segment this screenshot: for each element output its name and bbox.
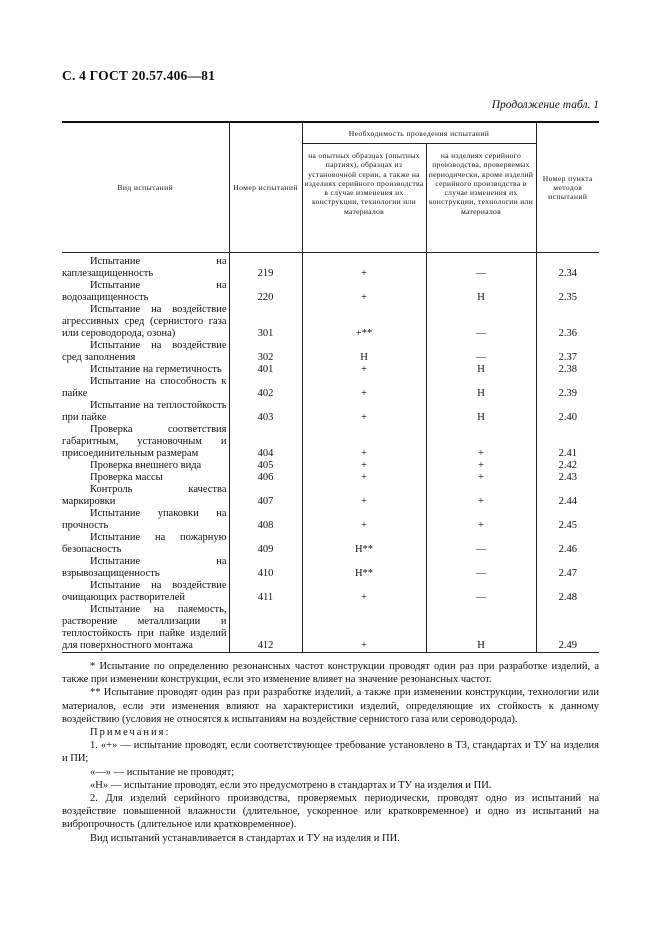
note-1-plus: 1. «+» — испытание проводят, если соответствующее требование установлено в ТЗ, стандартах и ТУ на изделия и ПИ;: [62, 740, 599, 765]
table-row: [62, 508, 599, 532]
test-type-text: Испытание на водозащищенность: [62, 280, 227, 303]
cell-prototype-mark: +: [302, 460, 426, 472]
test-type-text: Испытание упаковки на прочность: [62, 508, 227, 531]
cell-test-type: [62, 556, 229, 580]
table-row: [62, 280, 599, 304]
cell-prototype-mark: +: [302, 400, 426, 424]
cell-method-clause: 2.38: [536, 364, 599, 376]
notes-section: [62, 660, 599, 845]
test-type-text: Проверка внешнего вида: [90, 460, 202, 471]
cell-prototype-mark: +: [302, 508, 426, 532]
cell-test-number: 410: [229, 556, 302, 580]
cell-test-type: [62, 280, 229, 304]
cell-serial-mark: +: [426, 508, 536, 532]
cell-test-number: 401: [229, 364, 302, 376]
cell-serial-mark: Н: [426, 280, 536, 304]
test-type-text: Испытание на взрывозащищенность: [62, 556, 227, 579]
cell-serial-mark: +: [426, 460, 536, 472]
cell-prototype-mark: Н**: [302, 532, 426, 556]
col-header-prototypes: на опытных образцах (опытных партиях), образцах из установочной серии, а также на изделиях серийного производства в случае изменения их конструкции, технологии или материалов: [302, 144, 426, 253]
cell-method-clause: 2.39: [536, 376, 599, 400]
cell-test-number: 405: [229, 460, 302, 472]
tests-table-head: [62, 122, 599, 253]
table-row: [62, 340, 599, 364]
cell-test-type: [62, 376, 229, 400]
cell-test-type: [62, 364, 229, 376]
cell-method-clause: 2.43: [536, 472, 599, 484]
test-type-text: Испытание на воздействие агрессивных сред (сернистого газа или сероводорода, озона): [62, 304, 227, 339]
cell-serial-mark: Н: [426, 376, 536, 400]
table-row: [62, 424, 599, 460]
col-header-method-clause: Номер пункта методов испытаний: [536, 122, 599, 253]
note-2: 2. Для изделий серийного производства, проверяемых периодически, проводят одно из испытаний на воздействие повышенной влажности (длительное, ускоренное или кратковременное) и одно из испытаний на вибропрочность (длительное или кратковременное).: [62, 793, 599, 831]
cell-test-number: 219: [229, 253, 302, 281]
cell-test-number: 409: [229, 532, 302, 556]
cell-test-number: 411: [229, 580, 302, 604]
cell-serial-mark: Н: [426, 364, 536, 376]
cell-serial-mark: Н: [426, 400, 536, 424]
cell-prototype-mark: +**: [302, 304, 426, 340]
test-type-text: Испытание на паяемость, растворение металлизации и теплостойкость при пайке изделий для поверхностного монтажа: [62, 604, 227, 651]
cell-serial-mark: —: [426, 304, 536, 340]
table-row: [62, 472, 599, 484]
cell-method-clause: 2.48: [536, 580, 599, 604]
cell-test-number: 412: [229, 604, 302, 653]
table-row: [62, 253, 599, 281]
cell-test-number: 406: [229, 472, 302, 484]
cell-test-type: [62, 340, 229, 364]
col-header-serial: на изделиях серийного производства, проверяемых периодически, кроме изделий серийного производства в случае изменения их конструкции, технологии или материалов: [426, 144, 536, 253]
cell-prototype-mark: +: [302, 253, 426, 281]
test-type-text: Испытание на способность к пайке: [62, 376, 227, 399]
tests-table: [62, 121, 599, 653]
cell-test-number: 402: [229, 376, 302, 400]
table-row: [62, 484, 599, 508]
cell-test-number: 220: [229, 280, 302, 304]
cell-test-type: [62, 424, 229, 460]
cell-serial-mark: +: [426, 484, 536, 508]
cell-method-clause: 2.45: [536, 508, 599, 532]
cell-method-clause: 2.49: [536, 604, 599, 653]
cell-prototype-mark: +: [302, 580, 426, 604]
table-row: [62, 376, 599, 400]
col-header-test-number: Номер испытаний: [229, 122, 302, 253]
cell-test-number: 403: [229, 400, 302, 424]
cell-method-clause: 2.46: [536, 532, 599, 556]
cell-prototype-mark: +: [302, 472, 426, 484]
test-type-text: Контроль качества маркировки: [62, 484, 227, 507]
table-row: [62, 580, 599, 604]
cell-test-type: [62, 460, 229, 472]
cell-method-clause: 2.42: [536, 460, 599, 472]
test-type-text: Проверка массы: [90, 472, 163, 483]
cell-test-number: 404: [229, 424, 302, 460]
page-header-title: С. 4 ГОСТ 20.57.406—81: [62, 68, 216, 83]
test-type-text: Испытание на воздействие очищающих растворителей: [62, 580, 227, 603]
note-3: Вид испытаний устанавливается в стандартах и ТУ на изделия и ПИ.: [90, 832, 400, 844]
table-row: [62, 364, 599, 376]
table-row: [62, 460, 599, 472]
cell-method-clause: 2.41: [536, 424, 599, 460]
note-1-n: «Н» — испытание проводят, если это предусмотрено в стандартах и ТУ на изделия и ПИ.: [90, 779, 492, 791]
col-header-necessity: Необходимость проведения испытаний: [302, 122, 536, 144]
cell-prototype-mark: +: [302, 376, 426, 400]
cell-test-type: [62, 484, 229, 508]
cell-method-clause: 2.35: [536, 280, 599, 304]
cell-serial-mark: —: [426, 580, 536, 604]
test-type-text: Испытание на герметичность: [90, 364, 222, 375]
cell-method-clause: 2.47: [536, 556, 599, 580]
cell-test-type: [62, 532, 229, 556]
cell-test-number: 408: [229, 508, 302, 532]
cell-serial-mark: —: [426, 340, 536, 364]
footnote-single-asterisk: * Испытание по определению резонансных частот конструкции проводят один раз при разработке изделий, а также при изменении конструкции, если это изменение влияет на значение резонансных частот.: [62, 661, 599, 686]
cell-test-type: [62, 472, 229, 484]
cell-serial-mark: —: [426, 253, 536, 281]
cell-prototype-mark: Н: [302, 340, 426, 364]
cell-method-clause: 2.44: [536, 484, 599, 508]
cell-test-type: [62, 604, 229, 653]
cell-prototype-mark: Н**: [302, 556, 426, 580]
test-type-text: Испытание на пожарную безопасность: [62, 532, 227, 555]
cell-prototype-mark: +: [302, 280, 426, 304]
cell-serial-mark: +: [426, 472, 536, 484]
cell-test-number: 302: [229, 340, 302, 364]
test-type-text: Проверка соответствия габаритным, установочным и присоединительным размерам: [62, 424, 227, 459]
table-row: [62, 604, 599, 653]
cell-method-clause: 2.37: [536, 340, 599, 364]
cell-test-type: [62, 400, 229, 424]
cell-serial-mark: —: [426, 532, 536, 556]
cell-test-type: [62, 253, 229, 281]
test-type-text: Испытание на теплостойкость при пайке: [62, 400, 227, 423]
cell-test-number: 301: [229, 304, 302, 340]
tests-table-body: [62, 253, 599, 653]
cell-method-clause: 2.40: [536, 400, 599, 424]
notes-heading: Примечания:: [90, 727, 171, 739]
cell-serial-mark: —: [426, 556, 536, 580]
cell-method-clause: 2.36: [536, 304, 599, 340]
cell-test-number: 407: [229, 484, 302, 508]
cell-test-type: [62, 508, 229, 532]
cell-prototype-mark: +: [302, 604, 426, 653]
cell-test-type: [62, 580, 229, 604]
cell-prototype-mark: +: [302, 424, 426, 460]
cell-prototype-mark: +: [302, 364, 426, 376]
test-type-text: Испытание на воздействие сред заполнения: [62, 340, 227, 363]
test-type-text: Испытание на каплезащищенность: [62, 256, 227, 279]
table-continuation-label: Продолжение табл. 1: [491, 99, 599, 111]
cell-test-type: [62, 304, 229, 340]
col-header-test-type: Вид испытаний: [62, 122, 229, 253]
note-1-dash: «—» — испытание не проводят;: [90, 766, 235, 778]
table-row: [62, 556, 599, 580]
table-row: [62, 532, 599, 556]
footnote-double-asterisk: ** Испытание проводят один раз при разработке изделий, а также при изменении конструкции, технологии или материалов, если эти изменения влияют на характеристики изделий, определяющие их стойкость к данному воздействию (условия не относятся к испытаниям на воздействие сернистого газа или сероводорода).: [62, 687, 599, 725]
table-row: [62, 304, 599, 340]
cell-method-clause: 2.34: [536, 253, 599, 281]
cell-serial-mark: Н: [426, 604, 536, 653]
cell-serial-mark: +: [426, 424, 536, 460]
table-row: [62, 400, 599, 424]
cell-prototype-mark: +: [302, 484, 426, 508]
